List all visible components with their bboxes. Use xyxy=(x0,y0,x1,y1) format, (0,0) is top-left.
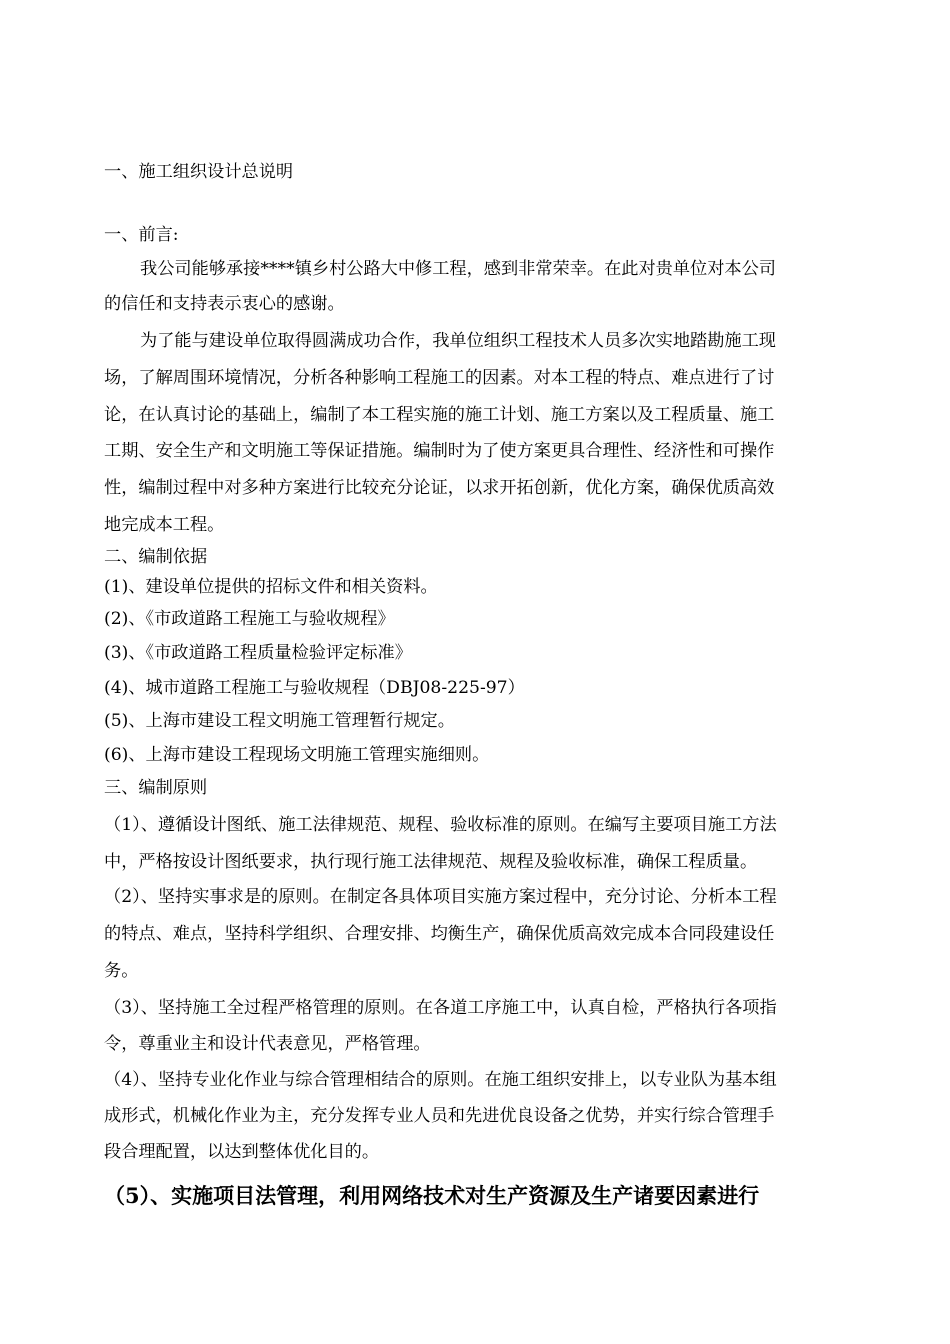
preface-para2-line: 为了能与建设单位取得圆满成功合作，我单位组织工程技术人员多次实地踏勘施工现 xyxy=(140,331,776,351)
principles-line-5: （5）、实施项目法管理，利用网络技术对生产资源及生产诸要因素进行 xyxy=(104,1183,760,1208)
preface-heading: 一、前言: xyxy=(104,225,179,245)
basis-item: (2)、《市政道路工程施工与验收规程》 xyxy=(104,609,395,629)
principles-line: 段合理配置，以达到整体优化目的。 xyxy=(104,1142,380,1162)
principles-line: 成形式，机械化作业为主，充分发挥专业人员和先进优良设备之优势，并实行综合管理手 xyxy=(104,1106,775,1126)
preface-para2-line: 论，在认真讨论的基础上，编制了本工程实施的施工计划、施工方案以及工程质量、施工 xyxy=(104,405,775,425)
principles-line: （2）、坚持实事求是的原则。在制定各具体项目实施方案过程中，充分讨论、分析本工程 xyxy=(104,887,777,907)
preface-para2-line: 地完成本工程。 xyxy=(104,515,225,535)
preface-para1-line: 的信任和支持表示衷心的感谢。 xyxy=(104,294,345,314)
principles-line: 令，尊重业主和设计代表意见，严格管理。 xyxy=(104,1034,431,1054)
principles-line: 的特点、难点，坚持科学组织、合理安排、均衡生产，确保优质高效完成本合同段建设任 xyxy=(104,924,775,944)
preface-para1-line: 我公司能够承接****镇乡村公路大中修工程，感到非常荣幸。在此对贵单位对本公司 xyxy=(140,259,776,279)
preface-para2-line: 性，编制过程中对多种方案进行比较充分论证，以求开拓创新，优化方案，确保优质高效 xyxy=(104,478,775,498)
principles-heading: 三、编制原则 xyxy=(104,778,208,798)
principles-line: （3）、坚持施工全过程严格管理的原则。在各道工序施工中，认真自检，严格执行各项指 xyxy=(104,998,777,1018)
basis-item: (4)、城市道路工程施工与验收规程（DBJ08-225-97） xyxy=(104,678,525,698)
basis-item: (1)、建设单位提供的招标文件和相关资料。 xyxy=(104,577,438,597)
document-title: 一、施工组织设计总说明 xyxy=(104,162,294,182)
basis-item: (3)、《市政道路工程质量检验评定标准》 xyxy=(104,643,412,663)
principles-line: （4）、坚持专业化作业与综合管理相结合的原则。在施工组织安排上，以专业队为基本组 xyxy=(104,1070,777,1090)
principles-line: （1）、遵循设计图纸、施工法律规范、规程、验收标准的原则。在编写主要项目施工方法 xyxy=(104,815,777,835)
preface-para2-line: 场，了解周围环境情况，分析各种影响工程施工的因素。对本工程的特点、难点进行了讨 xyxy=(104,368,775,388)
preface-para2-line: 工期、安全生产和文明施工等保证措施。编制时为了使方案更具合理性、经济性和可操作 xyxy=(104,441,775,461)
principles-line: 中，严格按设计图纸要求，执行现行施工法律规范、规程及验收标准，确保工程质量。 xyxy=(104,852,758,872)
basis-item: (5)、上海市建设工程文明施工管理暂行规定。 xyxy=(104,711,455,731)
principles-line: 务。 xyxy=(104,961,139,981)
basis-item: (6)、上海市建设工程现场文明施工管理实施细则。 xyxy=(104,745,490,765)
basis-heading: 二、编制依据 xyxy=(104,547,208,567)
